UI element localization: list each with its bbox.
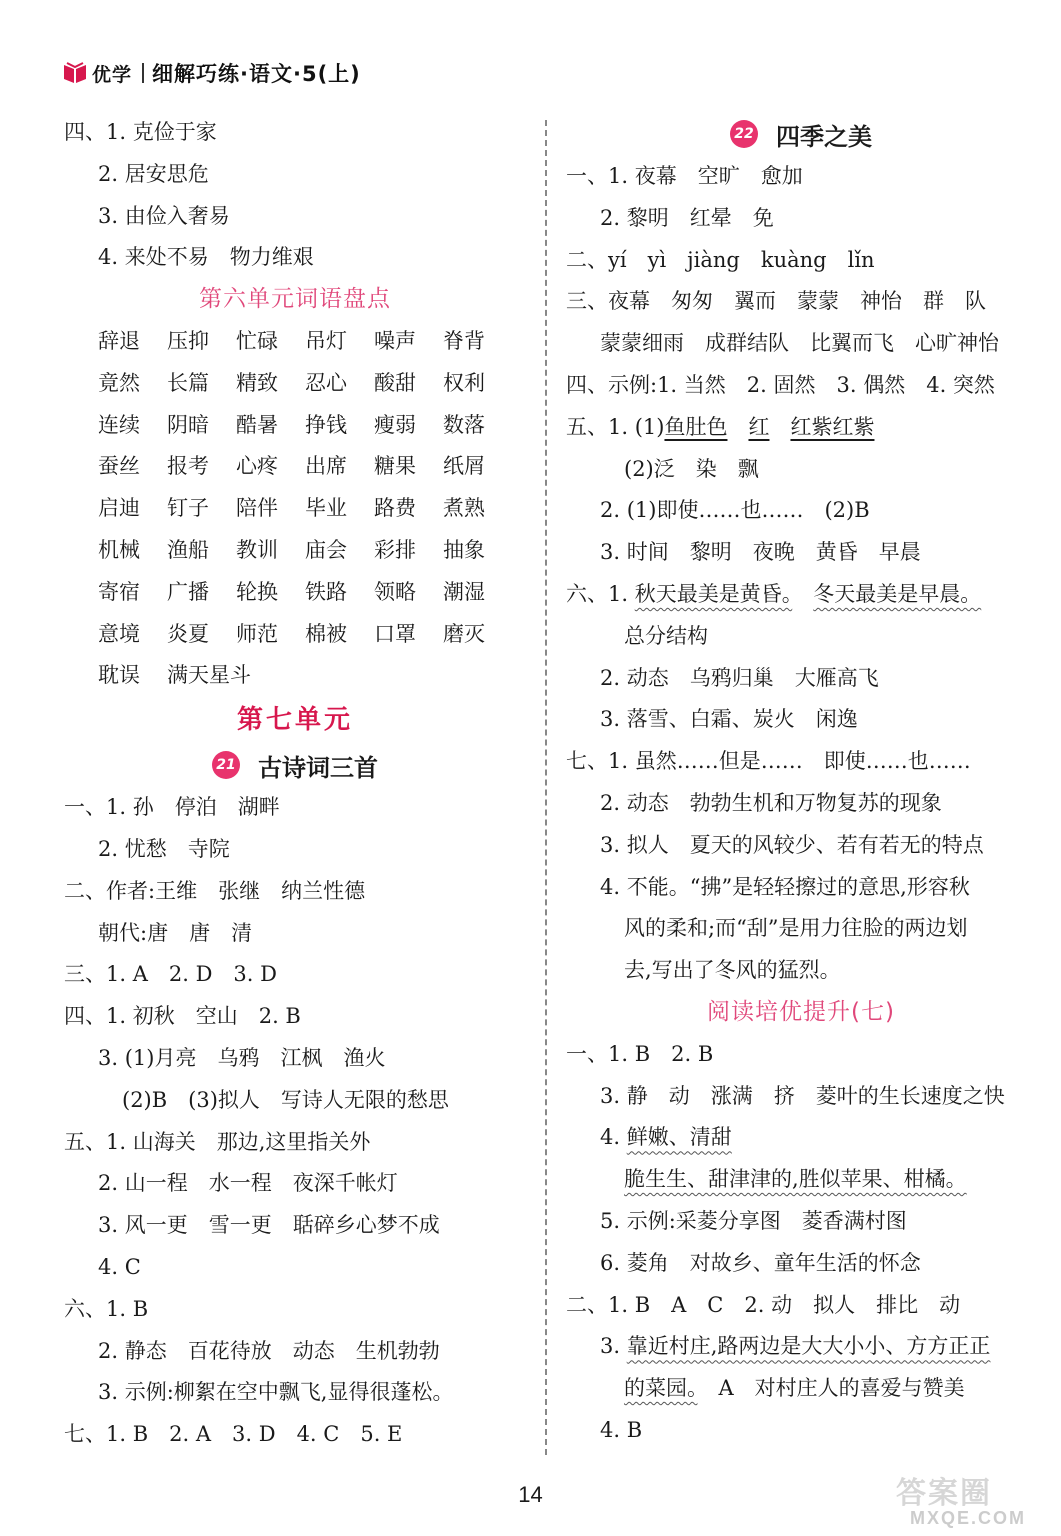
vocab-word: 毕业 xyxy=(305,496,347,521)
answer-line: 5. 示例:采菱分享图 菱香满村图 xyxy=(600,1208,907,1233)
vocab-word: 辞退 xyxy=(98,328,140,353)
answer-line: 四、1. 克俭于家 xyxy=(64,120,217,144)
answer-line xyxy=(566,1159,1036,1201)
answer-line: (2)泛 染 飘 xyxy=(624,456,759,481)
answer-line: 去,写出了冬风的猛烈。 xyxy=(624,958,841,983)
answer-line: 2. 居安思危 xyxy=(98,161,209,186)
vocab-word: 渔船 xyxy=(167,537,209,562)
answer-line: 3. 时间 黎明 夜晚 黄昏 早晨 xyxy=(600,540,921,565)
page-header xyxy=(62,56,361,90)
vocab-word: 精致 xyxy=(236,370,278,395)
answer-line: 3. 落雪、白霜、炭火 闲逸 xyxy=(600,707,858,732)
lesson-number-badge: 22 xyxy=(730,120,758,148)
answer-line: 2. 动态 乌鸦归巢 大雁高飞 xyxy=(600,665,879,690)
vocab-word: 阴暗 xyxy=(167,412,209,437)
header-title: 细解巧练·语文·5(上) xyxy=(152,62,361,86)
answer-line: 风的柔和;而“刮”是用力往脸的两边划 xyxy=(624,916,968,941)
answer-text: A 对村庄人的喜爱与赞美 xyxy=(697,1376,965,1401)
vocab-word: 糖果 xyxy=(374,454,416,479)
vocab-word: 钉子 xyxy=(167,496,209,521)
answer-line: 三、夜幕 匆匆 翼而 蒙蒙 神怡 群 队 xyxy=(566,289,986,314)
wavy-underlined-answer: 脆生生、甜津津的,胜似苹果、柑橘。 xyxy=(624,1167,967,1192)
vocab-word: 心疼 xyxy=(236,454,278,479)
answer-line xyxy=(566,1326,1036,1368)
answer-line: 4. 不能。“拂”是轻轻擦过的意思,形容秋 xyxy=(600,874,970,899)
answer-line: (2)B (3)拟人 写诗人无限的愁思 xyxy=(122,1087,449,1112)
answer-line: 4. B xyxy=(600,1417,643,1442)
header-separator xyxy=(142,63,144,83)
answer-line: 一、1. 夜幕 空旷 愈加 xyxy=(566,164,803,188)
vocab-section-title: 第六单元词语盘点 xyxy=(199,286,391,313)
answer-line: 2. 静态 百花待放 动态 生机勃勃 xyxy=(98,1338,440,1363)
vocab-word: 炎夏 xyxy=(167,621,209,646)
vocab-word: 教训 xyxy=(236,537,278,562)
vocab-word: 铁路 xyxy=(305,579,347,604)
vocab-word: 瘦弱 xyxy=(374,412,416,437)
answer-line: 2. 黎明 红晕 免 xyxy=(600,205,774,230)
answer-prefix: 六、1. xyxy=(566,581,629,606)
answer-line: 二、yí yì jiàng kuàng lǐn xyxy=(566,247,875,272)
vocab-word: 师范 xyxy=(236,621,278,646)
answer-line: 四、示例:1. 当然 2. 固然 3. 偶然 4. 突然 xyxy=(566,372,995,397)
vocab-word: 煮熟 xyxy=(443,496,485,521)
right-column xyxy=(566,112,1036,1452)
answer-prefix: 五、1. (1) xyxy=(566,414,665,439)
lesson-heading xyxy=(566,112,1036,156)
vocab-word: 竟然 xyxy=(98,370,140,395)
vocab-word: 纸屑 xyxy=(443,454,485,479)
vocab-word: 权利 xyxy=(443,370,485,395)
lesson-title: 古诗词三首 xyxy=(258,753,378,782)
answer-line: 4. 来处不易 物力维艰 xyxy=(98,245,314,270)
left-column xyxy=(64,112,526,1456)
vocab-word: 耽误 xyxy=(98,663,140,688)
vocab-word: 彩排 xyxy=(374,537,416,562)
page-number: 14 xyxy=(518,1482,543,1507)
wavy-underlined-answer: 鲜嫩、清甜 xyxy=(626,1125,732,1150)
vocab-word: 抽象 xyxy=(443,537,485,562)
answer-line: 五、1. 山海关 那边,这里指关外 xyxy=(64,1129,371,1154)
wavy-underlined-answer: 冬天最美是早晨。 xyxy=(813,581,982,606)
brand-name: 优学 xyxy=(92,63,133,86)
vocab-word: 启迪 xyxy=(98,496,140,521)
watermark-text: 答案圈 xyxy=(896,1476,992,1511)
answer-line: 3. 示例:柳絮在空中飘飞,显得很蓬松。 xyxy=(98,1380,454,1405)
answer-line: 2. 山一程 水一程 夜深千帐灯 xyxy=(98,1171,398,1196)
answer-line: 3. 拟人 夏天的风较少、若有若无的特点 xyxy=(600,832,984,857)
answer-line xyxy=(566,1368,1036,1410)
reading-section-title: 阅读培优提升(七) xyxy=(707,998,895,1025)
vocab-word: 机械 xyxy=(98,537,140,562)
answer-line: 2. 忧愁 寺院 xyxy=(98,836,230,861)
answer-line: 3. (1)月亮 乌鸦 江枫 渔火 xyxy=(98,1045,386,1070)
answer-line: 六、1. B xyxy=(64,1296,149,1321)
vocab-word: 忙碌 xyxy=(236,328,278,353)
vocab-word: 领略 xyxy=(374,579,416,604)
unit-title: 第七单元 xyxy=(236,705,353,736)
vocab-word: 挣钱 xyxy=(305,412,347,437)
answer-line: 四、1. 初秋 空山 2. B xyxy=(64,1004,301,1029)
answer-line: 三、1. A 2. D 3. D xyxy=(64,962,277,987)
underlined-answer: 鱼肚色 xyxy=(664,414,728,439)
vocab-word: 广播 xyxy=(167,579,209,604)
answer-line: 2. (1)即使……也…… (2)B xyxy=(600,498,870,523)
lesson-heading xyxy=(64,743,526,787)
vocab-word: 陪伴 xyxy=(236,496,278,521)
answer-line: 朝代:唐 唐 清 xyxy=(98,920,253,945)
watermark-url: MXQE.COM xyxy=(910,1508,1027,1528)
book-logo-icon xyxy=(62,61,88,85)
answer-line xyxy=(566,574,1036,616)
answer-line: 一、1. 孙 停泊 湖畔 xyxy=(64,795,280,820)
answer-line: 3. 由俭入奢易 xyxy=(98,203,230,228)
vocab-word: 数落 xyxy=(443,412,485,437)
vocab-word: 吊灯 xyxy=(305,328,347,353)
vocab-word: 长篇 xyxy=(167,370,209,395)
vocab-word: 压抑 xyxy=(167,328,209,353)
vocab-word: 连续 xyxy=(98,412,140,437)
vocab-word: 棉被 xyxy=(305,621,347,646)
vocab-word: 酸甜 xyxy=(374,370,416,395)
vocab-word: 报考 xyxy=(167,454,209,479)
vocab-word: 口罩 xyxy=(374,621,416,646)
underlined-answer: 红 xyxy=(748,414,770,439)
vocab-word: 酷暑 xyxy=(236,412,278,437)
answer-line: 一、1. B 2. B xyxy=(566,1041,714,1066)
answer-line xyxy=(566,407,1036,449)
vocab-word: 出席 xyxy=(305,454,347,479)
answer-line: 七、1. 虽然……但是…… 即使……也…… xyxy=(566,749,971,774)
wavy-underlined-answer: 秋天最美是黄昏。 xyxy=(634,581,793,606)
answer-line: 七、1. B 2. A 3. D 4. C 5. E xyxy=(64,1422,403,1447)
answer-line: 总分结构 xyxy=(624,623,708,648)
wavy-underlined-answer: 的菜园。 xyxy=(624,1376,698,1401)
vocab-word: 脊背 xyxy=(443,328,485,353)
answer-line: 二、作者:王维 张继 纳兰性德 xyxy=(64,878,366,903)
vocab-word: 路费 xyxy=(374,496,416,521)
answer-line: 2. 动态 勃勃生机和万物复苏的现象 xyxy=(600,790,942,815)
watermark xyxy=(896,1468,1046,1532)
answer-line: 蒙蒙细雨 成群结队 比翼而飞 心旷神怡 xyxy=(600,331,999,356)
vocab-word: 庙会 xyxy=(305,537,347,562)
lesson-title: 四季之美 xyxy=(776,122,872,151)
vocab-word: 寄宿 xyxy=(98,579,140,604)
answer-prefix: 4. xyxy=(600,1125,621,1150)
vocab-word: 忍心 xyxy=(305,370,347,395)
lesson-number-badge: 21 xyxy=(212,751,240,779)
vocab-word: 潮湿 xyxy=(443,579,485,604)
underlined-answer: 红紫红紫 xyxy=(790,414,875,439)
answer-line: 3. 静 动 涨满 挤 菱叶的生长速度之快 xyxy=(600,1083,1005,1108)
answer-line: 二、1. B A C 2. 动 拟人 排比 动 xyxy=(566,1292,961,1317)
answer-line: 4. C xyxy=(98,1254,141,1279)
vocab-word: 噪声 xyxy=(374,328,416,353)
brand-logo xyxy=(62,60,132,87)
vocab-grid xyxy=(64,321,526,697)
vocab-word: 磨灭 xyxy=(443,621,485,646)
answer-line: 3. 风一更 雪一更 聒碎乡心梦不成 xyxy=(98,1213,440,1238)
vocab-word: 轮换 xyxy=(236,579,278,604)
vocab-word: 意境 xyxy=(98,621,140,646)
vocab-word: 满天星斗 xyxy=(167,663,251,688)
answer-line xyxy=(566,1117,1036,1159)
wavy-underlined-answer: 靠近村庄,路两边是大大小小、方方正正 xyxy=(626,1334,991,1359)
answer-line: 6. 菱角 对故乡、童年生活的怀念 xyxy=(600,1250,921,1275)
column-divider xyxy=(545,120,547,1455)
vocab-word: 蚕丝 xyxy=(98,454,140,479)
answer-prefix: 3. xyxy=(600,1334,621,1359)
